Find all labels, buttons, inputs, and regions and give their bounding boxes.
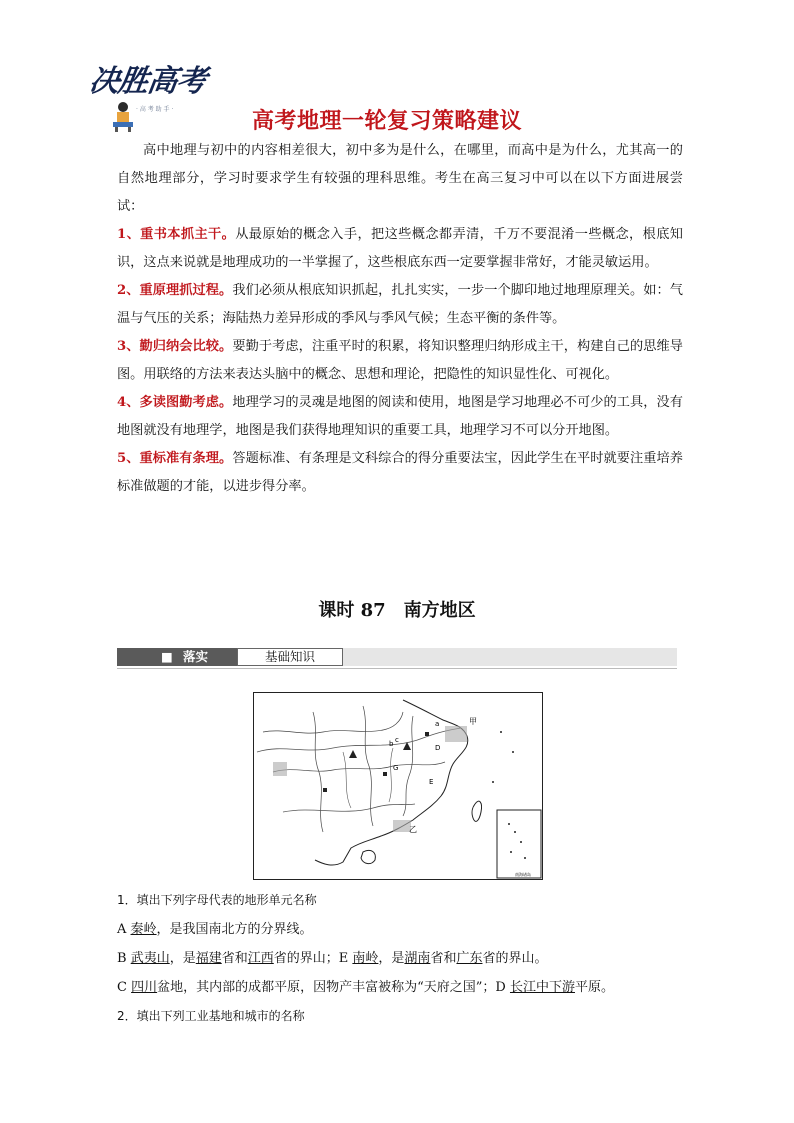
- intro-paragraph: 高中地理与初中的内容相差很大，初中多为是什么，在哪里，而高中是为什么，尤其高一的自然地理部分，学习时要求学生有较强的理科思维。考生在高三复习中可以在以下方面进展尝试：: [117, 143, 683, 214]
- answer-blank: 湖南: [404, 951, 431, 966]
- tip-text: 要勤于考虑，注重平时的积累，将知识整理归纳形成主干，构建自己的思维导图。用联络的方法来表达头脑中的概念、思想和理论，把隐性的知识显性化、可视化。: [117, 339, 683, 382]
- map-label: D: [435, 744, 441, 752]
- logo-brand-text: 决胜高考: [87, 64, 208, 99]
- city-marker: [383, 772, 387, 776]
- tip-text: 从最原始的概念入手，把这些概念都弄清，千万不要混淆一些概念，根底知识，这点来说就是地理成功的一半掌握了，这些根底东西一定要掌握非常好，才能灵敏运用。: [117, 227, 683, 270]
- exercise-section: [117, 886, 683, 1031]
- text-fragment: 省和: [430, 951, 457, 966]
- section-header: [117, 648, 677, 670]
- tip-title: 3、勤归纳会比较。: [117, 339, 233, 354]
- logo: [88, 52, 218, 138]
- tip-item: [117, 277, 683, 333]
- text-fragment: 省和: [221, 951, 248, 966]
- city-marker: [425, 732, 429, 736]
- city-marker: [323, 788, 327, 792]
- tip-item: [117, 389, 683, 445]
- island-dot: [514, 831, 516, 833]
- island-dot: [520, 841, 522, 843]
- text-fragment: 省的界山。: [482, 951, 548, 966]
- answer-line: [117, 915, 683, 944]
- text-fragment: A: [117, 922, 131, 937]
- section-label-secondary: 基础知识: [237, 648, 343, 666]
- question-heading: 1．填出下列字母代表的地形单元名称: [117, 893, 317, 907]
- lesson-title: 课时 87 南方地区: [318, 600, 476, 621]
- answer-blank: 南岭: [352, 951, 379, 966]
- answer-line: [117, 944, 683, 973]
- island-dot: [524, 857, 526, 859]
- answer-blank: 江西: [247, 951, 274, 966]
- map-label: a: [435, 720, 440, 728]
- city-cluster-chengdu: [273, 762, 287, 776]
- tip-title: 5、重标准有条理。: [117, 451, 233, 466]
- text-fragment: B: [117, 951, 131, 966]
- inset-frame: [497, 810, 541, 878]
- answer-blank: 广东: [456, 951, 483, 966]
- map-label: c: [395, 736, 399, 744]
- answer-blank: 秦岭: [130, 922, 157, 937]
- answer-blank: 福建: [195, 951, 222, 966]
- map-label: 甲: [469, 717, 477, 726]
- city-cluster-shanghai: [445, 726, 467, 742]
- section-divider: [117, 668, 677, 669]
- text-fragment: ，是: [378, 951, 405, 966]
- text-fragment: 盆地，其内部的成都平原，因物产丰富被称为“天府之国”；D: [157, 980, 510, 995]
- logo-tagline: · 高 考 助 手 ·: [136, 106, 174, 113]
- student-illustration-icon: [110, 100, 136, 132]
- tip-title: 1、重书本抓主干。: [117, 227, 236, 242]
- text-fragment: 省的界山；E: [273, 951, 353, 966]
- answer-blank: 武夷山: [130, 951, 170, 966]
- section-primary-text: 落实: [183, 649, 209, 664]
- bullet-square-icon: ■: [161, 649, 173, 664]
- south-china-map: [253, 692, 543, 880]
- island-dot: [510, 851, 512, 853]
- tip-text: 我们必须从根底知识抓起，扎扎实实，一步一个脚印地过地理原理关。如：气温与气压的关系；海陆热力差异形成的季风与季风气候；生态平衡的条件等。: [117, 283, 683, 326]
- section-label-primary: [117, 648, 237, 666]
- answer-line: [117, 973, 683, 1002]
- tip-item: [117, 445, 683, 501]
- page-title: 高考地理一轮复习策略建议: [252, 109, 523, 134]
- island-dot: [512, 751, 514, 753]
- map-label: b: [389, 740, 394, 748]
- tip-title: 4、多读图勤考虑。: [117, 395, 233, 410]
- text-fragment: C: [117, 980, 132, 995]
- tip-item: [117, 221, 683, 277]
- map-label: 乙: [409, 825, 417, 834]
- map-label: G: [393, 764, 399, 772]
- island-dot: [500, 731, 502, 733]
- tip-text: 答题标准、有条理是文科综合的得分重要法宝，因此学生在平时就要注重培养标准做题的才能，以进步得分率。: [117, 451, 683, 494]
- island-dot: [508, 823, 510, 825]
- answer-blank: 四川: [131, 980, 158, 995]
- text-fragment: 平原。: [574, 980, 614, 995]
- tip-title: 2、重原理抓过程。: [117, 283, 233, 298]
- text-fragment: ，是: [169, 951, 196, 966]
- inset-label: 南海诸岛: [515, 872, 531, 877]
- answer-blank: 长江中下游: [509, 980, 575, 995]
- strategy-text: [117, 137, 683, 501]
- question-heading: 2．填出下列工业基地和城市的名称: [117, 1009, 305, 1023]
- text-fragment: ，是我国南北方的分界线。: [156, 922, 313, 937]
- map-label: E: [429, 778, 434, 786]
- tip-text: 地理学习的灵魂是地图的阅读和使用，地图是学习地理必不可少的工具，没有地图就没有地理学，地图是我们获得地理知识的重要工具，地理学习不可以分开地图。: [117, 395, 683, 438]
- tip-item: [117, 333, 683, 389]
- island-dot: [492, 781, 494, 783]
